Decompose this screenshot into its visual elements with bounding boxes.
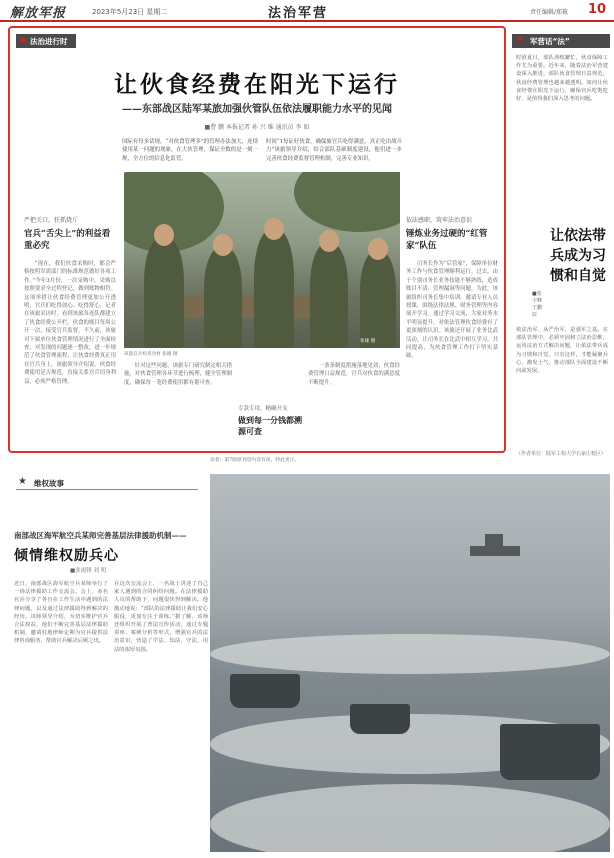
photo-soldier <box>360 252 396 348</box>
photo-distant-ship <box>470 546 520 556</box>
lead-paragraph-right: 时间“1每证好伙食，确保旅官兵吃得满意，真正吃出战斗力”该旅领导介绍，结合部队基础制度建设，他们进一步完善伙食经费监督管理机制，完善专业知识。 <box>266 139 402 162</box>
commentary-intro: 时值夏日，部队训练繁忙，伙食保障工作尤为重要。近年来，随着法治军营建设深入推进，部队伙食管理日益规范，伙食经费管理也越来越透明。如何让伙食经费在阳光下运行，确保官兵吃饱吃好，是值得我们深入思考的问题。 <box>516 55 608 103</box>
bottom-article-title[interactable]: 倾情维权励兵心 <box>14 548 119 564</box>
right-subhead-title: 锤炼业务过硬的“红管家”队伍 <box>406 229 488 251</box>
article-byline: ■曹 鹏 本报记者 孙 兴 维 通讯员 李 如 <box>204 124 310 131</box>
bottom-column-tag <box>16 476 198 490</box>
center-right-body: 一条条制度措施落地见效，伙食经费管理日益规范，官兵对伙食的满意度不断提升。 <box>308 363 400 386</box>
photo-ship-bridge <box>485 534 503 546</box>
third-subhead-kicker: 专款专用，精确开支 <box>238 406 288 412</box>
correction-notice: 读者：第7版原刊登内容有误，特此更正。 <box>210 458 300 463</box>
article-subtitle: ——东部战区陆军某旅加强伙管队伍依法履职能力水平的见闻 <box>122 104 392 115</box>
center-left-body: 针对这些问题，该旅专门研究制定相关措施，对伙食管理各环节进行梳理，健全管理制度，确保每一笔经费使用都有据可查。 <box>124 363 232 386</box>
bottom-article-column-1: 近日，南部战区海军航空兵某师举行了一场法律援助工作交流会。会上，多名官兵分享了各自在工作生活中遇到的法律问题，以及通过法律援助得到解决的经历。该师领导介绍，为切实维护官兵合法权益，他们不断完善基层法律援助机制，邀请驻地律师定期为官兵提供法律咨询服务，帮助官兵解决后顾之忧。 <box>14 581 108 645</box>
bottom-article-byline: ■张雨锋 刘 明 <box>70 568 107 574</box>
lead-paragraph-left: 国际有每多话规，“对伙食管理多”的管理办法加大，连续使用某一问题的现象，在大伙管理，保证全数的是一刻一规，全方位的信息化监管。 <box>122 139 258 162</box>
third-subhead <box>238 405 302 437</box>
commentary-author: （作者单位：陆军工程大学石家庄校区） <box>516 451 607 457</box>
right-subhead-kicker: 依法感职，筑牢法治意识 <box>406 217 473 224</box>
commentary-byline: ■张宇峰 王鹏辰 <box>532 291 543 318</box>
left-subhead-title: 官兵“舌尖上”的利益看重必究 <box>24 229 111 251</box>
photo-soldier <box>144 238 184 348</box>
left-column-body: “现在，我们伙食采购时，都会严格按照军需部门的标准规范做好各项工作。”今年3月份，一次采购中，采购员按照要求全过程登记，做到账物相符。这项举措让伙食经费管理更加公开透明，官兵们吃得放心、吃得舒心。记者在该旅采访时，看到该旅各连队都建立了伙食经费公开栏，伙食的账目每周公开一次，接受官兵监督。不久前，该旅对下属单位伙食管理情况进行了全面检查，对发现的问题逐一整改，进一步规范了伙食管理流程，让伙食经费真正用在官兵身上。该旅领导介绍说，伙食经费使用是否规范，直接关系官兵切身利益，必须严格管理。 <box>24 261 116 385</box>
article-title: 让伙食经费在阳光下运行 <box>114 72 400 98</box>
photo-soldier-head <box>319 230 339 252</box>
amphibious-vehicles-photo <box>210 474 610 852</box>
right-column-body: 司务长作为“后管家”，保障单位财务工作与伙食管理顺利运行。过去，由于个别司务长业务技能不够熟练，造成账目不清、管理漏洞等问题。为此，该旅组织司务长集中培训，邀请专业人员授课，围绕法律法规、财务管理等内容展开学习。通过学习交流，大家业务水平明显提升，对依法管理伙食经费有了更深刻的认识。该旅还开展了业务比武活动，让司务长在比武中相互学习，共同提高，为伙食管理工作打下坚实基础。 <box>406 261 498 360</box>
photo-soldier <box>204 248 242 348</box>
commentary-column[interactable] <box>512 26 610 456</box>
bottom-column-label: 维权故事 <box>34 479 64 488</box>
photo-amphibious-vehicle <box>350 704 410 734</box>
photo-soldier <box>254 230 294 348</box>
photo-caption: 该旅官兵检查食材 张雄 摄 <box>124 352 178 357</box>
photo-amphibious-vehicle <box>500 724 600 780</box>
right-subhead <box>406 216 498 252</box>
photo-soldier-head <box>264 218 284 240</box>
main-article[interactable] <box>8 26 506 453</box>
photo-soldier-head <box>368 238 388 260</box>
page-number: 10 <box>588 2 607 17</box>
section-title: 法治军营 <box>268 6 329 21</box>
bottom-article-column-2: 在这次交流会上，一名战士讲述了自己家人遇到的合同纠纷问题。在法律援助人员的帮助下，问题很快得到解决。他激动地说：“部队的法律援助让我们安心服役，更加专注于训练。”据了解，该师还组织开展了普法宣传活动，通过专题讲座、案例分析等形式，增强官兵的法治意识，营造了学法、知法、守法、用法的浓厚氛围。 <box>114 581 208 653</box>
photo-wave <box>210 784 610 852</box>
commentary-tag: ★ 军营话“法” <box>512 34 610 48</box>
column-tag: 法治进行时 <box>16 34 76 48</box>
bottom-article-kicker: 南部战区海军航空兵某师完善基层法律援助机制—— <box>14 531 187 540</box>
star-icon: ★ <box>18 476 27 487</box>
photo-wave <box>210 634 610 674</box>
photo-amphibious-vehicle <box>230 674 300 708</box>
left-subhead <box>24 216 116 252</box>
newspaper-logo: 解放军报 <box>10 6 67 21</box>
editor-credit: 责任编辑/郑筱 <box>530 9 569 16</box>
photo-credit: 张雄 摄 <box>360 339 376 344</box>
photo-foliage <box>124 172 224 252</box>
photo-soldier-head <box>154 224 174 246</box>
photo-foliage <box>294 172 400 232</box>
commentary-title: 让依法带兵成为习惯和自觉 <box>550 228 606 284</box>
photo-soldier <box>310 244 348 348</box>
photo-soldier-head <box>213 234 233 256</box>
commentary-body: 依法治军、从严治军，是强军之基。在部队管理中，必须牢固树立法治思维，运用法治方式解决问题，让依法带兵成为习惯和自觉。只有这样，才能凝聚兵心、激发士气，推动部队全面建设不断向前发展。 <box>516 327 608 375</box>
issue-date: 2023年5月23日 星期二 <box>92 8 168 16</box>
masthead <box>0 0 614 22</box>
news-photo <box>124 172 400 348</box>
left-subhead-kicker: 严把关口，狂抓烧斤 <box>24 217 79 224</box>
third-subhead-title: 做到每一分钱都溯源可查 <box>238 415 302 436</box>
